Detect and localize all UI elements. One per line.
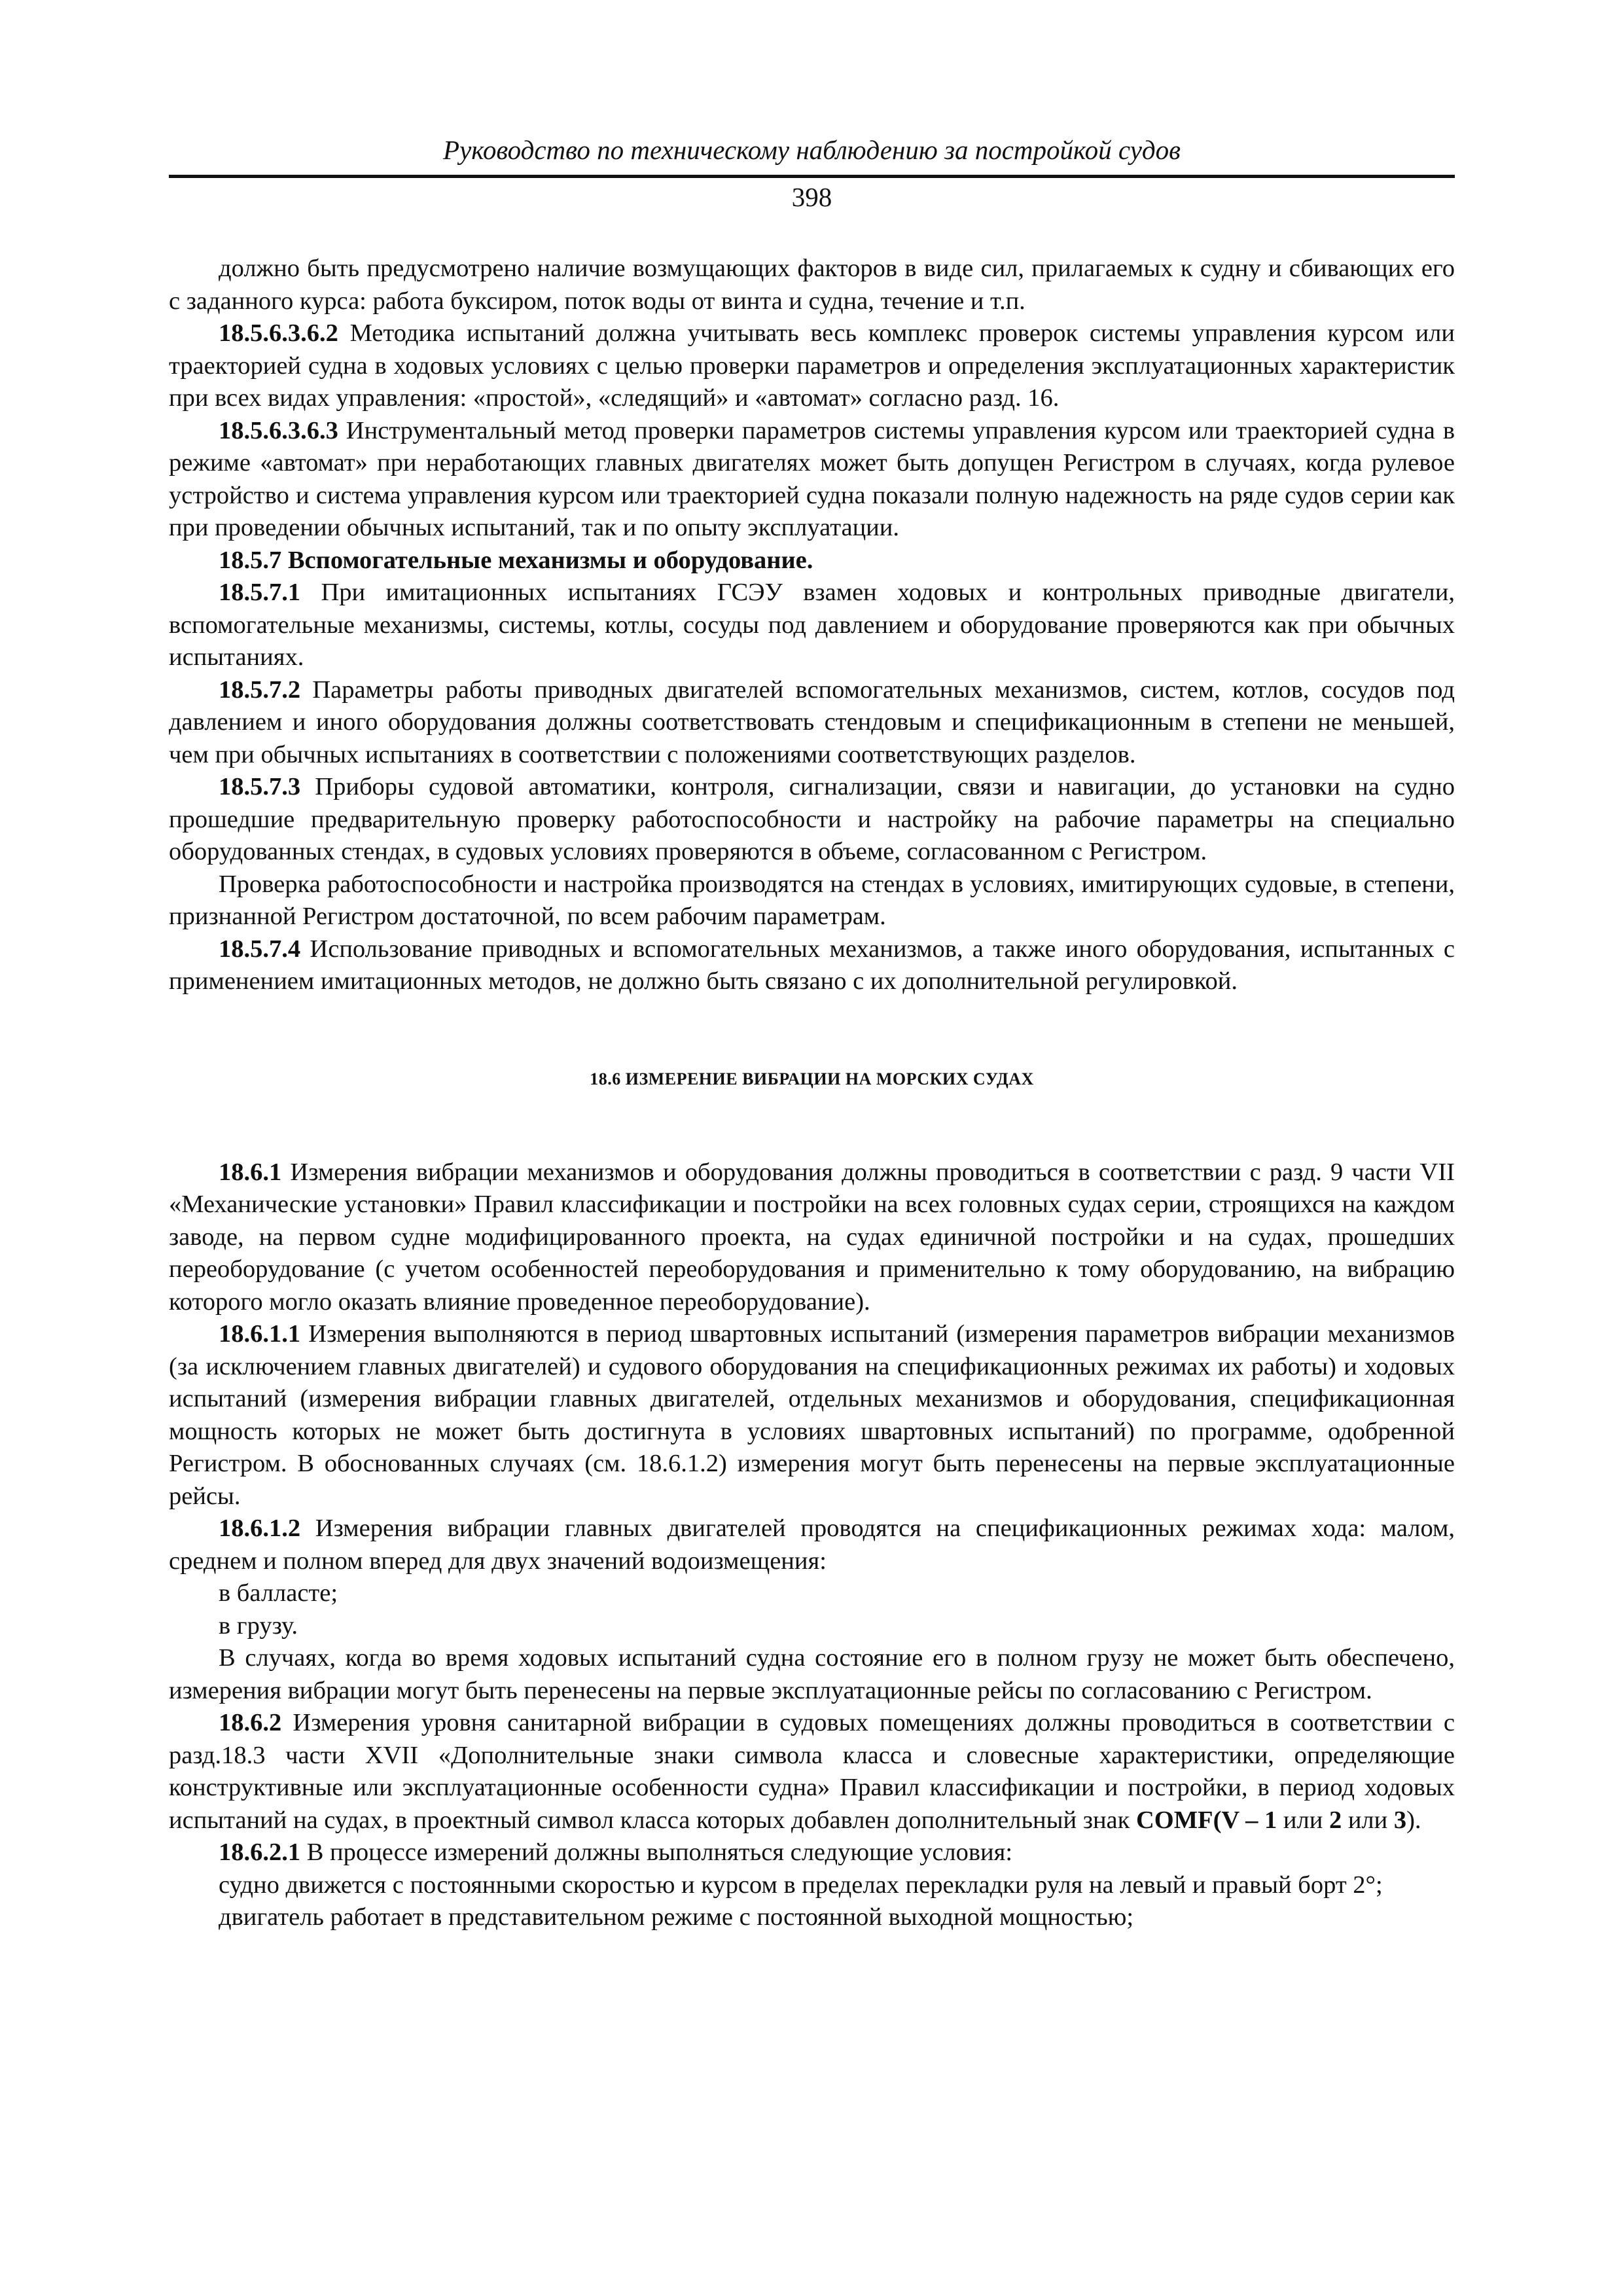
spacer [169, 1092, 1455, 1157]
subsection-heading [169, 545, 1455, 577]
spacer [169, 998, 1455, 1066]
list-item-text: в грузу. [219, 1611, 298, 1640]
list-item-text: в балласте; [219, 1579, 338, 1607]
paragraph-text: В процессе измерений должны выполняться следующие условия: [300, 1839, 1013, 1866]
comf-mark-part: 2 [1329, 1806, 1342, 1834]
clause-number: 18.6.2.1 [219, 1839, 301, 1866]
paragraph-text: Методика испытаний должна учитывать весь комплекс проверок системы управления курсом или траекторией судна в ходовых условиях с целью проверки параметров и определения эксплуатационных характеристик при всех видах управления: «простой», «следящий» и «автомат» согласно разд. 16. [169, 319, 1455, 412]
list-item [169, 1577, 1455, 1610]
page-number: 398 [791, 182, 832, 212]
paragraph-text: Инструментальный метод проверки параметров системы управления курсом или траекторией судна в режиме «автомат» при неработающих главных двигателях может быть допущен Регистром в случаях, когда рулевое устройство и система управления курсом или траекторией судна показали полную надежность на ряде судов серии как при проведении обычных испытаний, так и по опыту эксплуатации. [169, 416, 1455, 541]
connector-text: или [1342, 1806, 1394, 1834]
clause-number: 18.6.1 [219, 1158, 282, 1186]
paragraph-text: В случаях, когда во время ходовых испытаний судна состояние его в полном грузу не может быть обеспечено, измерения вибрации могут быть перенесены на первые эксплуатационные рейсы по согласованию с Регистром. [169, 1644, 1455, 1704]
paragraph [169, 317, 1455, 415]
paragraph [169, 415, 1455, 545]
clause-number: 18.5.7.2 [219, 675, 301, 704]
running-header: Руководство по техническому наблюдению за постройкой судов [443, 135, 1181, 165]
header-rule [169, 175, 1455, 178]
paragraph [169, 1642, 1455, 1707]
clause-number: 18.5.6.3.6.3 [219, 416, 338, 444]
paragraph-tail: ). [1406, 1806, 1421, 1834]
paragraph-text: Измерения уровня санитарной вибрации в судовых помещениях должны проводиться в соответствии с разд.18.3 части XVII «Дополнительные знаки символа класса и словесные характеристики, определяющие конструктивные или эксплуатационные особенности судна» Правил классификации и постройки, в период ходовых испытаний на судах, в проектный символ класса которых добавлен дополнительный знак [169, 1709, 1455, 1834]
comf-mark: COMF [1135, 1806, 1213, 1834]
paragraph-text: Использование приводных и вспомогательных механизмов, а также иного оборудования, испытанных с применением имитационных методов, не должно быть связано с их дополнительной регулировкой. [169, 935, 1455, 995]
comf-mark-part: (V – 1 [1213, 1806, 1277, 1834]
clause-number: 18.6.1.1 [219, 1320, 301, 1348]
paragraph [169, 674, 1455, 772]
paragraph-text: Приборы судовой автоматики, контроля, сигнализации, связи и навигации, до установки на судно прошедшие предварительную проверку работоспособности и настройку на рабочие параметры на специально оборудованных стендах, в судовых условиях проверяются в объеме, согласованном с Регистром. [169, 773, 1455, 865]
clause-number: 18.5.7.3 [219, 773, 301, 800]
document-body [169, 253, 1455, 1934]
paragraph [169, 771, 1455, 869]
list-item [169, 1901, 1455, 1934]
connector-text: или [1277, 1806, 1329, 1834]
paragraph-text: Измерения выполняются в период швартовных испытаний (измерения параметров вибрации механизмов (за исключением главных двигателей) и судового оборудования на спецификационных режимах их работы) и ходовых испытаний (измерения вибрации главных двигателей, отдельных механизмов и оборудования, спецификационная мощность которых не может быть достигнута в условиях швартовных испытаний) по программе, одобренной Регистром. В обоснованных случаях (см. 18.6.1.2) измерения могут быть перенесены на первые эксплуатационные рейсы. [169, 1320, 1455, 1510]
clause-number: 18.5.7.1 [219, 579, 301, 606]
paragraph-text: Измерения вибрации механизмов и оборудования должны проводиться в соответствии с разд. 9 части VII «Механические установки» Правил классификации и постройки на всех головных судах серии, строящихся на каждом заводе, на первом судне модифицированного проекта, на судах единичной постройки и на судах, прошедших переоборудование (с учетом особенностей переоборудования и применительно к тому оборудованию, на вибрацию которого могло оказать влияние проведенное переоборудование). [169, 1158, 1455, 1316]
list-item [169, 1869, 1455, 1902]
subsection-heading-text: 18.5.7 Вспомогательные механизмы и оборудование. [219, 546, 813, 574]
paragraph [169, 1837, 1455, 1869]
section-title: 18.6 ИЗМЕРЕНИЕ ВИБРАЦИИ НА МОРСКИХ СУДАХ [590, 1069, 1034, 1088]
paragraph-text: должно быть предусмотрено наличие возмущающих факторов в виде сил, прилагаемых к судну и сбивающих его с заданного курса: работа буксиром, поток воды от винта и судна, течение и т.п. [169, 255, 1455, 315]
paragraph [169, 1318, 1455, 1513]
list-item [169, 1610, 1455, 1643]
clause-number: 18.5.6.3.6.2 [219, 319, 338, 347]
list-item-text: двигатель работает в представительном режиме с постоянной выходной мощностью; [219, 1903, 1134, 1931]
clause-number: 18.6.2 [219, 1709, 282, 1736]
paragraph [169, 869, 1455, 933]
paragraph-text: При имитационных испытаниях ГСЭУ взамен ходовых и контрольных приводные двигатели, вспомогательные механизмы, системы, котлы, сосуды под давлением и оборудование проверяются как при обычных испытаниях. [169, 579, 1455, 671]
clause-number: 18.5.7.4 [219, 935, 301, 963]
comf-mark-part: 3 [1393, 1806, 1407, 1834]
paragraph [169, 933, 1455, 998]
paragraph [169, 253, 1455, 317]
paragraph [169, 1157, 1455, 1319]
list-item-text: судно движется с постоянными скоростью и курсом в пределах перекладки руля на левый и правый борт 2°; [219, 1871, 1383, 1899]
clause-number: 18.6.1.2 [219, 1515, 301, 1542]
paragraph-text: Измерения вибрации главных двигателей проводятся на спецификационных режимах хода: малом, среднем и полном вперед для двух значений водоизмещения: [169, 1515, 1455, 1575]
paragraph [169, 1513, 1455, 1577]
paragraph [169, 1707, 1455, 1837]
paragraph [169, 577, 1455, 674]
paragraph-text: Параметры работы приводных двигателей вспомогательных механизмов, систем, котлов, сосудов под давлением и иного оборудования должны соответствовать стендовым и спецификационным в степени не меньшей, чем при обычных испытаниях в соответствии с положениями соответствующих разделов. [169, 675, 1455, 768]
paragraph-text: Проверка работоспособности и настройка производятся на стендах в условиях, имитирующих судовые, в степени, признанной Регистром достаточной, по всем рабочим параметрам. [169, 870, 1455, 930]
